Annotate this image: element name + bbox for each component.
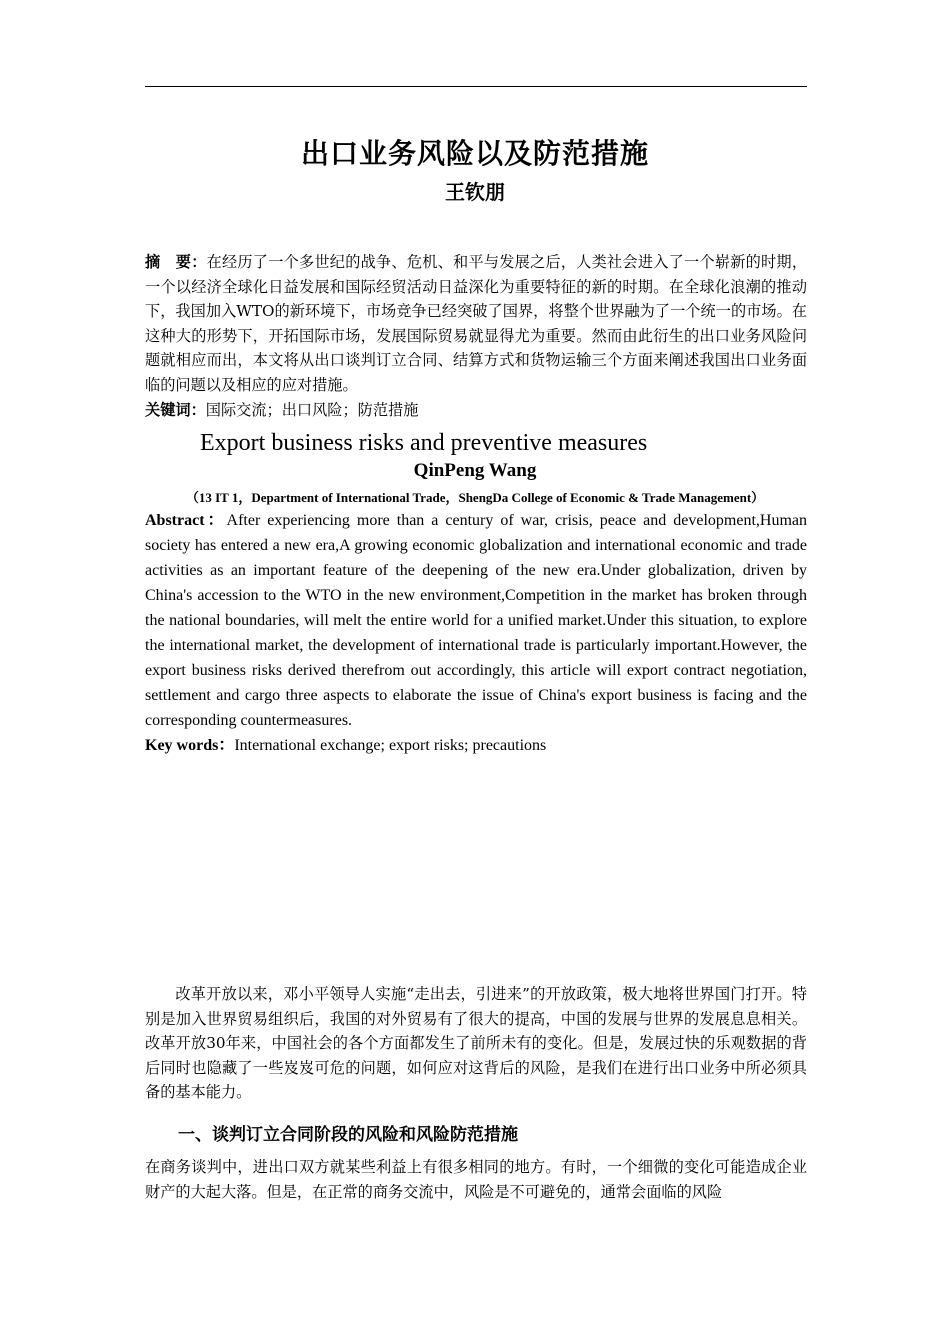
- abstract-english: [145, 508, 807, 733]
- header-rule: [145, 86, 807, 87]
- title-chinese: 出口业务风险以及防范措施: [300, 137, 649, 170]
- abstract-english-text: After experiencing more than a century of war, crisis, peace and development,Human society has entered a new era,A growing economic globalization and international economic and trade activities as an important feature of the deepening of the new era.Under globalization, driven by China's accession to the WTO in the new environment,Competition in the market has broken through the national boundaries, will melt the entire world for a unified market.Under this situation, to explore the international market, the development of international trade is particularly important.However, the export business risks derived therefrom out accordingly, this article will export contract negotiation, settlement and cargo three aspects to elaborate the issue of China's export business is facing and the corresponding countermeasures.: [145, 512, 808, 729]
- title-english: Export business risks and preventive measures: [200, 430, 648, 456]
- abstract-chinese-text: 在经历了一个多世纪的战争、危机、和平与发展之后，人类社会进入了一个崭新的时期，一个以经济全球化日益发展和国际经贸活动日益深化为重要特征的新的时期。在全球化浪潮的推动下，我国加入WTO的新环境下，市场竞争已经突破了国界，将整个世界融为了一个统一的市场。在这种大的形势下，开拓国际市场，发展国际贸易就显得尤为重要。然而由此衍生的出口业务风险问题就相应而出，本文将从出口谈判订立合同、结算方式和货物运输三个方面来阐述我国出口业务面临的问题以及相应的应对措施。: [145, 253, 808, 394]
- keywords-chinese-label: 关键词：: [145, 401, 206, 419]
- keywords-chinese-text: 国际交流；出口风险；防范措施: [205, 401, 419, 419]
- author-english: QinPeng Wang: [413, 460, 537, 481]
- keywords-english: [145, 733, 807, 758]
- abstract-english-label: Abstract：: [145, 512, 227, 529]
- section1-paragraph: 在商务谈判中，进出口双方就某些利益上有很多相同的地方。有时，一个细微的变化可能造成企业财产的大起大落。但是，在正常的商务交流中，风险是不可避免的，通常会面临的风险: [145, 1158, 807, 1201]
- author-chinese: 王钦朋: [445, 180, 505, 204]
- section1-heading: 一、谈判订立合同阶段的风险和风险防范措施: [178, 1125, 518, 1145]
- affiliation-english: （13 IT 1，Department of International Trade，ShengDa College of Economic & Trade Management）: [185, 490, 765, 505]
- intro-paragraph: 改革开放以来，邓小平领导人实施“走出去，引进来”的开放政策，极大地将世界国门打开。特别是加入世界贸易组织后，我国的对外贸易有了很大的提高，中国的发展与世界的发展息息相关。改革开放30年来，中国社会的各个方面都发生了前所未有的变化。但是，发展过快的乐观数据的背后同时也隐藏了一些岌岌可危的问题，如何应对这背后的风险，是我们在进行出口业务中所必须具备的基本能力。: [145, 985, 807, 1101]
- abstract-chinese: [145, 250, 807, 397]
- abstract-chinese-label: 摘 要：: [145, 253, 207, 271]
- keywords-chinese: [145, 398, 807, 423]
- keywords-english-text: International exchange; export risks; precautions: [234, 737, 547, 754]
- keywords-english-label: Key words：: [145, 737, 235, 754]
